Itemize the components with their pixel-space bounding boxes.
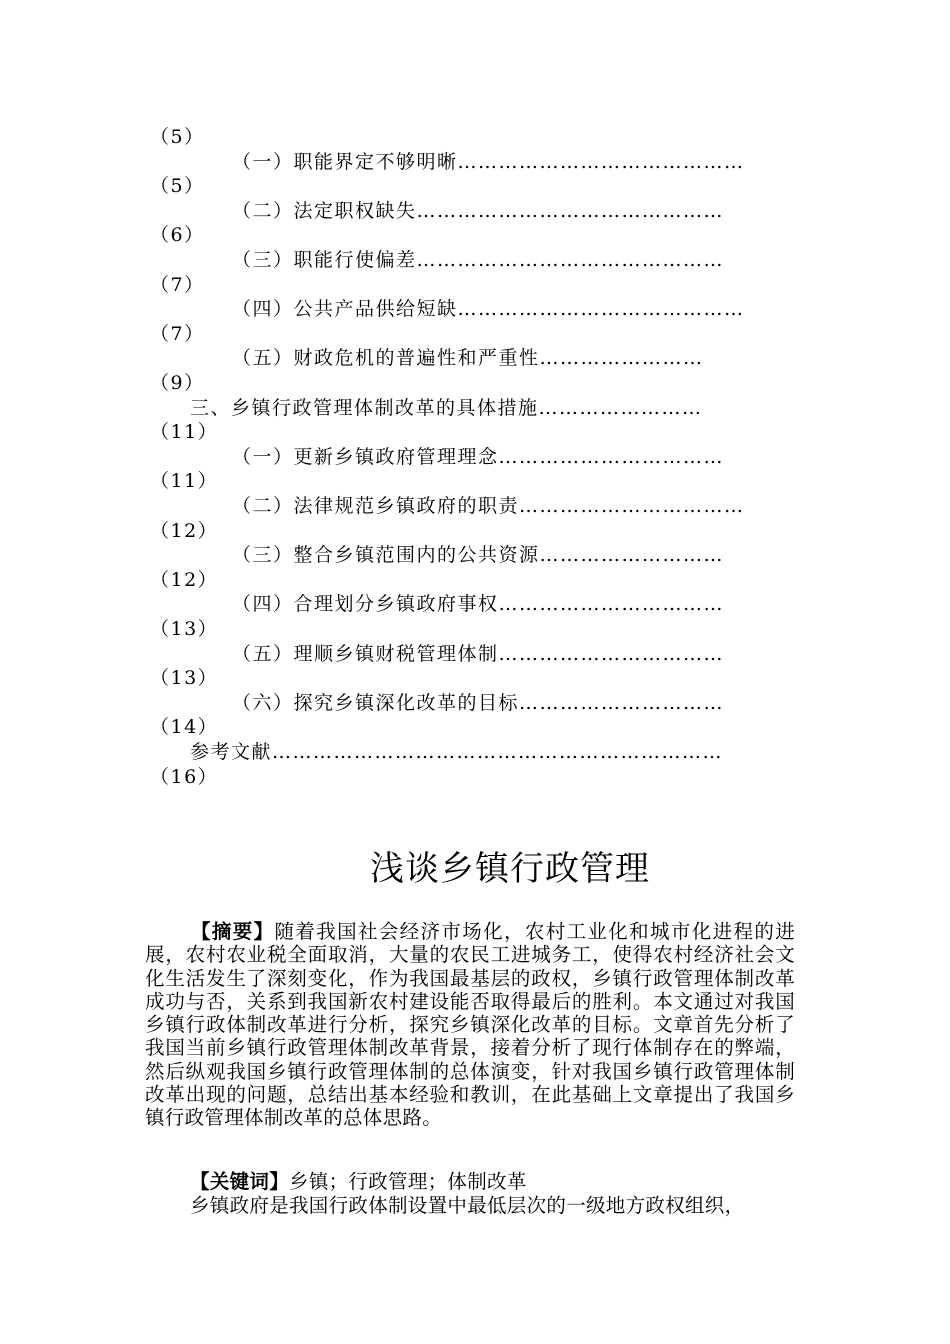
toc-page-number: （9） xyxy=(150,372,205,394)
toc-page-number: （11） xyxy=(150,421,219,444)
toc-page-number: （13） xyxy=(150,667,219,690)
toc-page-number: （13） xyxy=(150,618,219,640)
document-title: 浅谈乡镇行政管理 xyxy=(370,849,650,889)
toc-entry: （五）财政危机的普遍性和严重性…………………… xyxy=(232,347,704,370)
toc-entry: （一）更新乡镇政府管理理念…………………………… xyxy=(232,445,725,468)
toc-page-number: （6） xyxy=(150,224,205,247)
body-text: 乡镇政府是我国行政体制设置中最低层次的一级地方政权组织， xyxy=(190,1194,745,1217)
body-paragraph xyxy=(145,1194,795,1217)
keywords-text: 乡镇；行政管理；体制改革 xyxy=(289,1170,527,1193)
abstract-paragraph xyxy=(145,920,795,1130)
toc-page-number: （7） xyxy=(150,322,205,345)
toc-entry: （三）整合乡镇范围内的公共资源……………………… xyxy=(232,544,725,567)
toc-entry: （六）探究乡镇深化改革的目标………………………… xyxy=(232,691,725,714)
toc-entry: （五）理顺乡镇财税管理体制…………………………… xyxy=(232,642,725,665)
toc-page-number: （12） xyxy=(150,568,219,591)
toc-entry: （三）职能行使偏差……………………………………… xyxy=(232,249,725,271)
toc-entry: （二）法定职权缺失……………………………………… xyxy=(232,199,725,222)
toc-entry: 三、乡镇行政管理体制改革的具体措施…………………… xyxy=(190,396,703,419)
toc-page-number: （5） xyxy=(150,126,205,148)
toc-page-number: （7） xyxy=(150,273,205,296)
toc-page-number: （11） xyxy=(150,470,219,493)
toc-entry: （二）法律规范乡镇政府的职责…………………………… xyxy=(232,495,745,517)
toc-entry: 参考文献………………………………………………………… xyxy=(190,741,724,763)
toc-page-number: （5） xyxy=(150,175,205,198)
toc-page-number: （12） xyxy=(150,519,219,542)
toc-page-number: （14） xyxy=(150,716,219,739)
keywords-label: 【关键词】 xyxy=(190,1170,290,1193)
abstract-label: 【摘要】 xyxy=(190,920,275,943)
toc-entry: （一）职能界定不够明晰…………………………………… xyxy=(232,150,745,173)
keywords-paragraph xyxy=(145,1170,795,1193)
toc-entry: （四）公共产品供给短缺…………………………………… xyxy=(232,298,745,321)
toc-page-number: （16） xyxy=(150,765,219,788)
abstract-text: 随着我国社会经济市场化，农村工业化和城市化进程的进展，农村农业税全面取消，大量的农民工进城务工，使得农村经济社会文化生活发生了深刻变化，作为我国最基层的政权，乡镇行政管理体制改革成功与否，关系到我国新农村建设能否取得最后的胜利。本文通过对我国乡镇行政体制改革进行分析，探究乡镇深化改革的目标。文章首先分析了我国当前乡镇行政管理体制改革背景，接着分析了现行体制存在的弊端，然后纵观我国乡镇行政管理体制的总体演变，针对我国乡镇行政管理体制改革出现的问题，总结出基本经验和教训，在此基础上文章提出了我国乡镇行政管理体制改革的总体思路。 xyxy=(145,920,795,1130)
toc-entry: （四）合理划分乡镇政府事权…………………………… xyxy=(232,593,725,616)
